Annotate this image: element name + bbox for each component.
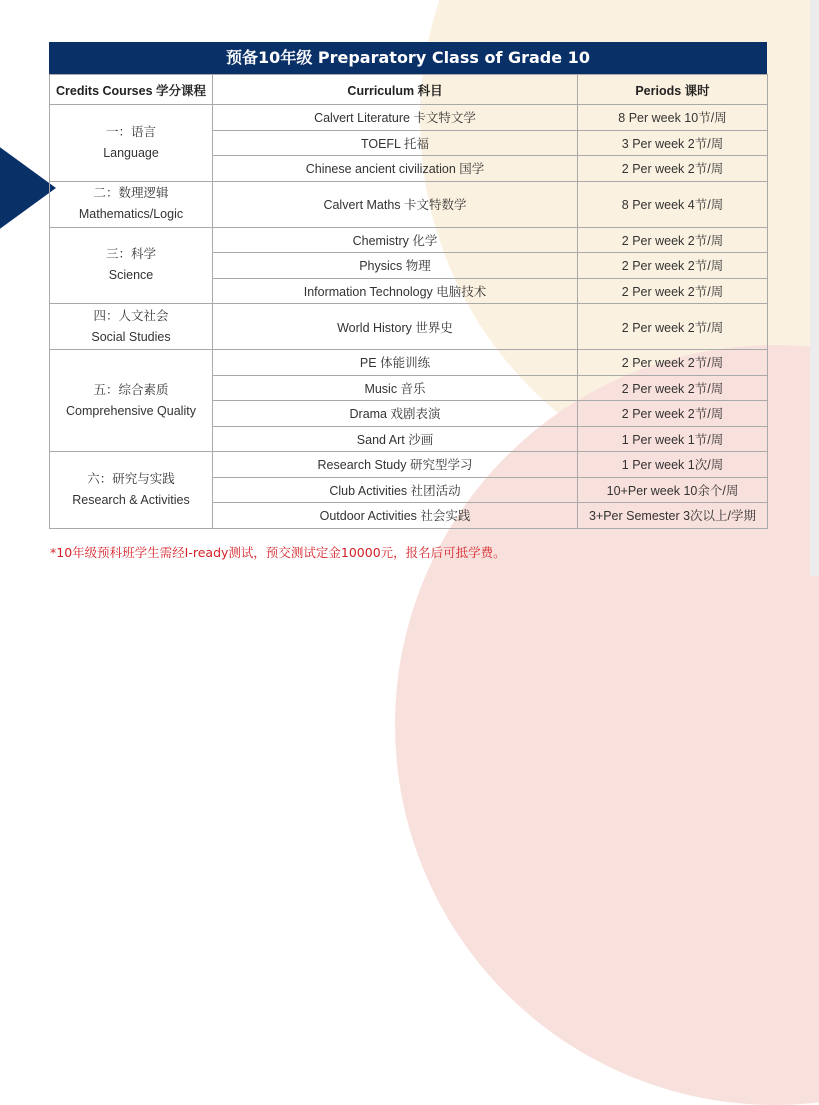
table-row	[50, 304, 768, 350]
table-row	[50, 105, 768, 131]
curriculum-table-container	[49, 42, 767, 529]
curriculum-cell: World History 世界史	[213, 304, 578, 350]
category-zh: 二：数理逻辑	[93, 186, 169, 200]
periods-cell: 2 Per week 2节/周	[578, 350, 768, 376]
periods-cell: 10+Per week 10余个/周	[578, 477, 768, 503]
header-category: Credits Courses 学分课程	[50, 75, 213, 105]
periods-cell: 2 Per week 2节/周	[578, 401, 768, 427]
curriculum-cell: Club Activities 社团活动	[213, 477, 578, 503]
category-zh: 六：研究与实践	[87, 471, 175, 486]
table-row	[50, 181, 768, 227]
header-row	[50, 75, 768, 105]
curriculum-cell: Physics 物理	[213, 253, 578, 279]
table-row	[50, 452, 768, 478]
header-periods: Periods 课时	[578, 75, 768, 105]
curriculum-cell: Information Technology 电脑技术	[213, 278, 578, 304]
periods-cell: 1 Per week 1节/周	[578, 426, 768, 452]
category-en: Comprehensive Quality	[66, 403, 196, 418]
category-zh: 一：语言	[105, 124, 156, 139]
curriculum-cell: Drama 戏剧表演	[213, 401, 578, 427]
periods-cell: 2 Per week 2节/周	[578, 227, 768, 253]
periods-cell: 2 Per week 2节/周	[578, 253, 768, 279]
category-cell-science	[50, 227, 213, 304]
periods-cell: 2 Per week 2节/周	[578, 375, 768, 401]
periods-cell: 3 Per week 2节/周	[578, 130, 768, 156]
category-en: Language	[103, 145, 159, 160]
curriculum-cell: Music 音乐	[213, 375, 578, 401]
category-cell-language	[50, 105, 213, 182]
periods-cell: 8 Per week 10节/周	[578, 105, 768, 131]
table-row	[50, 227, 768, 253]
category-zh: 四：人文社会	[93, 308, 169, 323]
curriculum-cell: Chinese ancient civilization 国学	[213, 156, 578, 182]
category-zh: 五：综合素质	[93, 382, 169, 397]
curriculum-cell: Calvert Literature 卡文特文学	[213, 105, 578, 131]
curriculum-cell: Chemistry 化学	[213, 227, 578, 253]
curriculum-cell: Sand Art 沙画	[213, 426, 578, 452]
periods-cell: 2 Per week 2节/周	[578, 156, 768, 182]
category-cell-social-studies	[50, 304, 213, 350]
decorative-arrow-icon	[0, 140, 56, 236]
background-edge-strip	[810, 0, 819, 576]
footnote: *10年级预科班学生需经I-ready测试，预交测试定金10000元，报名后可抵学费。	[50, 545, 506, 560]
curriculum-cell: TOEFL 托福	[213, 130, 578, 156]
category-en: Social Studies	[91, 329, 171, 344]
curriculum-table	[49, 74, 768, 529]
curriculum-cell: Research Study 研究型学习	[213, 452, 578, 478]
table-title: 预备10年级 Preparatory Class of Grade 10	[49, 42, 767, 74]
periods-cell: 3+Per Semester 3次以上/学期	[578, 503, 768, 529]
curriculum-cell: Outdoor Activities 社会实践	[213, 503, 578, 529]
category-en: Mathematics/Logic	[78, 207, 184, 221]
category-cell-research-activities	[50, 452, 213, 529]
periods-cell: 1 Per week 1次/周	[578, 452, 768, 478]
periods-cell: 2 Per week 2节/周	[578, 278, 768, 304]
curriculum-cell: PE 体能训练	[213, 350, 578, 376]
category-en: Science	[108, 268, 154, 283]
category-cell-math	[50, 181, 213, 227]
category-cell-comprehensive-quality	[50, 350, 213, 452]
periods-cell: 8 Per week 4节/周	[578, 181, 768, 227]
curriculum-cell: Calvert Maths 卡文特数学	[213, 181, 578, 227]
table-row	[50, 350, 768, 376]
periods-cell: 2 Per week 2节/周	[578, 304, 768, 350]
header-curriculum: Curriculum 科目	[213, 75, 578, 105]
category-zh: 三：科学	[105, 247, 156, 262]
category-en: Research & Activities	[72, 492, 190, 507]
